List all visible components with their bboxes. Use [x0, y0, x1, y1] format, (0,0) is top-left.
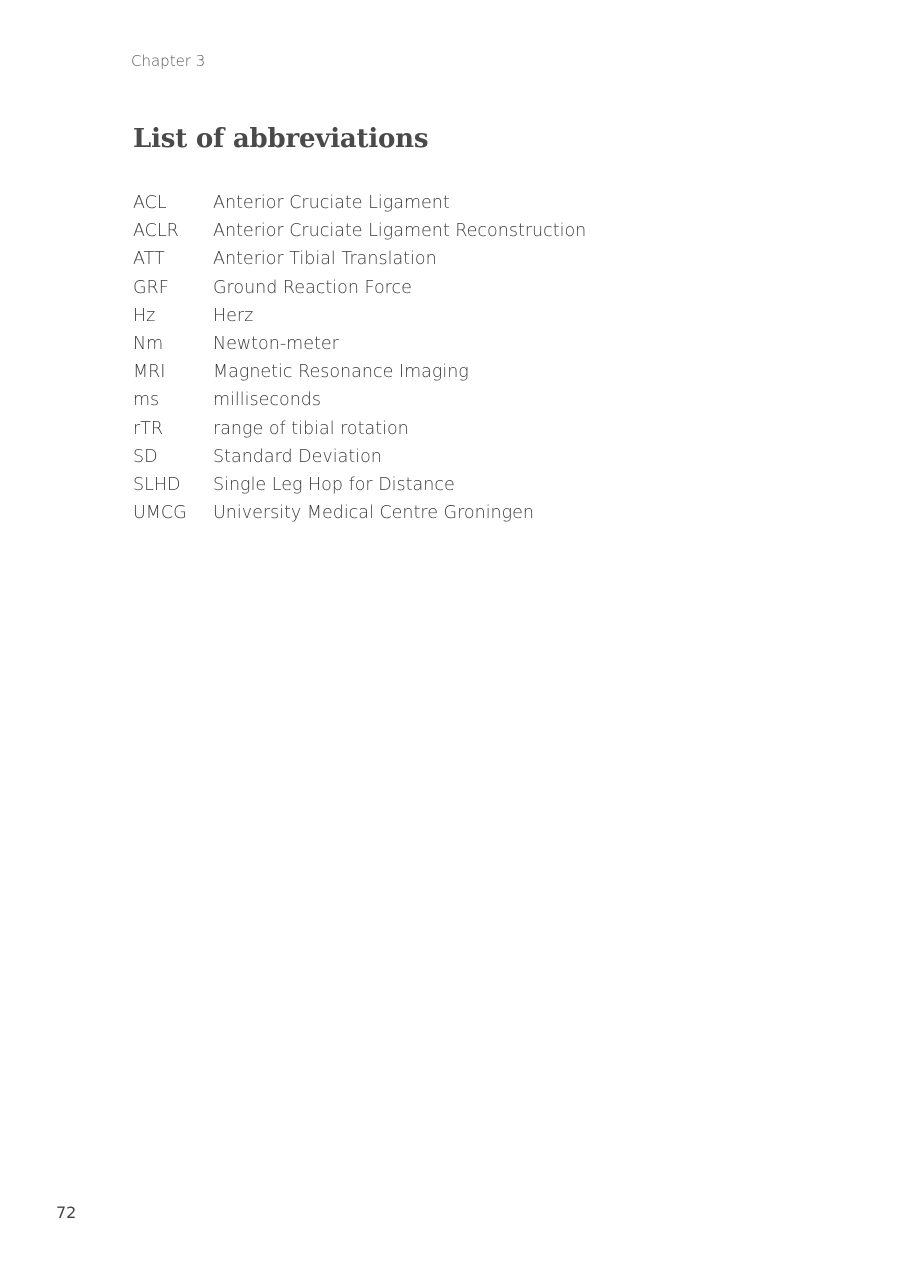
list-item: [133, 386, 586, 414]
list-item: [133, 330, 586, 358]
abbreviation-code: ACL: [133, 193, 167, 213]
list-item: [133, 217, 586, 245]
list-item: [133, 415, 586, 443]
abbreviation-definition: Magnetic Resonance Imaging: [213, 362, 469, 383]
abbreviation-code: ATT: [133, 249, 165, 270]
abbreviation-code: ACLR: [133, 221, 179, 242]
abbreviation-definition: Single Leg Hop for Distance: [213, 474, 455, 495]
abbreviation-definition: University Medical Centre Groningen: [213, 503, 535, 524]
abbreviation-definition: Anterior Cruciate Ligament: [213, 193, 450, 213]
abbreviation-code: SLHD: [133, 474, 181, 495]
abbreviation-code: rTR: [133, 418, 164, 439]
list-item: [133, 358, 586, 386]
list-item: [133, 443, 586, 471]
abbreviation-code: GRF: [133, 277, 169, 298]
abbreviation-definition: Anterior Tibial Translation: [213, 249, 437, 270]
abbreviation-code: SD: [133, 446, 158, 467]
page-title: List of abbreviations: [133, 124, 429, 154]
abbreviation-list: [133, 189, 586, 527]
abbreviation-definition: Anterior Cruciate Ligament Reconstruction: [213, 221, 587, 242]
abbreviation-code: MRI: [133, 362, 166, 383]
abbreviation-code: Nm: [133, 333, 164, 354]
list-item: [133, 499, 586, 527]
abbreviation-definition: Standard Deviation: [213, 446, 382, 467]
list-item: [133, 189, 586, 217]
list-item: [133, 302, 586, 330]
list-item: [133, 471, 586, 499]
list-item: [133, 245, 586, 273]
abbreviation-definition: range of tibial rotation: [213, 418, 409, 439]
abbreviation-code: Hz: [133, 305, 156, 326]
abbreviation-code: ms: [133, 390, 160, 411]
list-item: [133, 274, 586, 302]
abbreviation-definition: Newton-meter: [213, 333, 339, 354]
abbreviation-definition: milliseconds: [213, 390, 322, 411]
abbreviation-definition: Ground Reaction Force: [213, 277, 412, 298]
abbreviation-definition: Herz: [213, 305, 254, 326]
running-header-chapter: Chapter 3: [131, 52, 206, 70]
page-number: 72: [56, 1203, 77, 1222]
abbreviation-code: UMCG: [133, 503, 187, 524]
